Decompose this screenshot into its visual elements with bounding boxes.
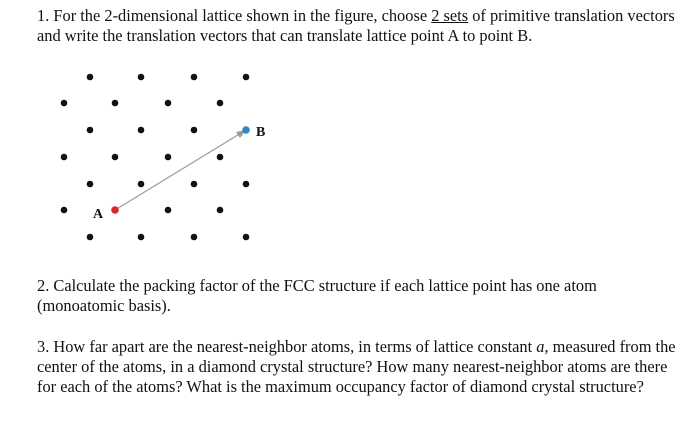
lattice-point [191, 127, 198, 134]
point-b-label: B [256, 125, 266, 140]
lattice-point [243, 74, 250, 81]
question-3-prefix: 3. How far apart are the nearest-neighbor atoms, in terms of lattice constant [37, 337, 537, 356]
question-1-emphasis: 2 sets [431, 6, 469, 25]
lattice-point [112, 100, 119, 107]
lattice-point [138, 127, 145, 134]
point-a [111, 206, 119, 214]
lattice-point [217, 154, 224, 161]
lattice-point [243, 234, 250, 241]
question-3 [37, 337, 677, 397]
lattice-point [138, 74, 145, 81]
lattice-point [61, 100, 68, 107]
lattice-point [165, 100, 172, 107]
lattice-point [191, 74, 198, 81]
point-b [242, 126, 250, 134]
lattice-point [165, 154, 172, 161]
lattice-point [87, 74, 94, 81]
lattice-point [87, 234, 94, 241]
lattice-point [87, 127, 94, 134]
lattice-point [138, 234, 145, 241]
question-2: 2. Calculate the packing factor of the FCC structure if each lattice point has one atom (monoatomic basis). [37, 276, 597, 315]
translation-vector-ab [115, 130, 246, 210]
lattice-points [61, 74, 250, 241]
lattice-point [217, 100, 224, 107]
lattice-point [191, 234, 198, 241]
lattice-point [138, 181, 145, 188]
lattice-point [61, 154, 68, 161]
lattice-point [243, 181, 250, 188]
lattice-point [165, 207, 172, 214]
point-a-label: A [93, 207, 104, 222]
question-1-suffix: of primitive translation vectors and write the translation vectors that can translate lattice point A to point B. [37, 6, 675, 45]
lattice-point [112, 154, 119, 161]
lattice-point [61, 207, 68, 214]
question-3-variable: a [536, 337, 545, 356]
question-3-suffix: , measured from the center of the atoms, in a diamond crystal structure? How many nearest-neighbor atoms are there for each of the atoms? What is the maximum occupancy factor of diamond crystal structure? [37, 337, 676, 396]
lattice-point [217, 207, 224, 214]
question-1-prefix: 1. For the 2-dimensional lattice shown in the figure, choose [37, 6, 432, 25]
lattice-point [191, 181, 198, 188]
lattice-point [87, 181, 94, 188]
vector-arrowhead [236, 130, 246, 138]
question-1 [37, 6, 677, 46]
